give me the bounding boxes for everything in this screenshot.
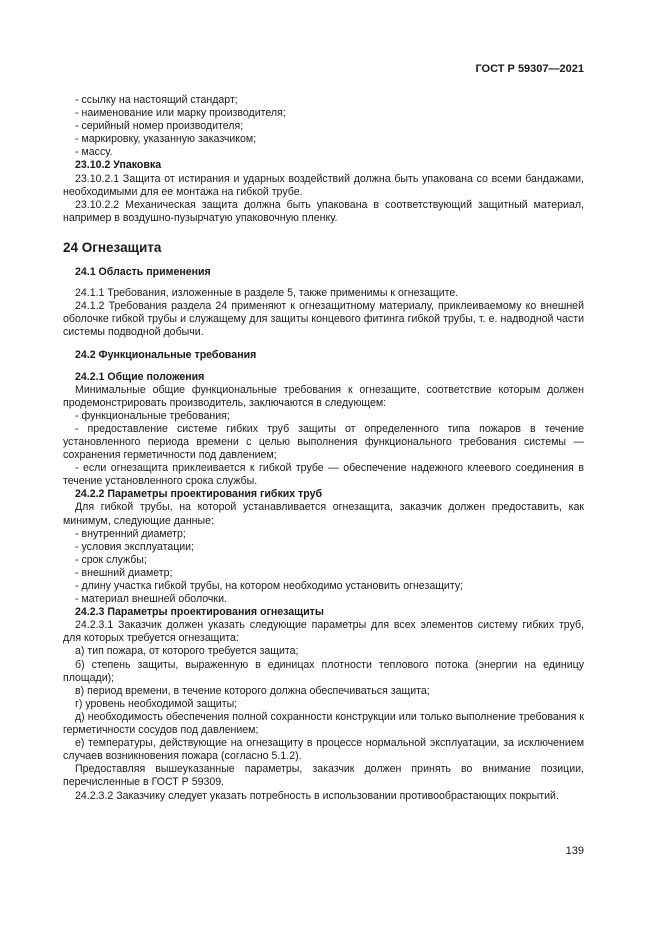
list-item: - предоставление системе гибких труб защиты от определенного типа пожаров в течение установленного периода времени с целью выполнения функционального требования системы — сохранения герметичности под давлением; <box>63 422 584 462</box>
page-header: ГОСТ Р 59307—2021 <box>475 63 584 75</box>
list-item: - внешний диаметр; <box>75 566 173 579</box>
paragraph: 24.1.2 Требования раздела 24 применяют к огнезащитному материалу, приклеиваемому ко внешней оболочке гибкой трубы и служащему для защиты концевого фитинга гибкой трубы, т. е. надводной части системы подводной добычи. <box>63 300 584 339</box>
subsection-heading: 24.2.1 Общие положения <box>75 370 205 383</box>
subsection-heading: 24.2.2 Параметры проектирования гибких труб <box>75 488 323 501</box>
paragraph: 24.2.3.2 Заказчику следует указать потребность в использовании противообрастающих покрытий. <box>75 789 559 802</box>
paragraph: 24.1.1 Требования, изложенные в разделе 5, также применимы к огнезащите. <box>75 287 459 300</box>
list-item: - наименование или марку производителя; <box>75 107 286 120</box>
list-item: - маркировку, указанную заказчиком; <box>75 133 257 146</box>
paragraph: Минимальные общие функциональные требования к огнезащите, соответствие которым должен продемонстрировать производитель, заключаются в следующем: <box>63 383 584 409</box>
list-item: - если огнезащита приклеивается к гибкой трубе — обеспечение надежного клеевого соединения в течение установленного срока службы. <box>63 462 584 488</box>
paragraph: 23.10.2.1 Защита от истирания и ударных воздействий должна быть упакована со всеми бандажами, необходимыми для ее монтажа на гибкой трубе. <box>63 172 584 198</box>
paragraph: Предоставляя вышеуказанные параметры, заказчик должен принять во внимание позиции, перечисленные в ГОСТ Р 59309. <box>63 763 584 789</box>
list-item: - условия эксплуатации; <box>75 540 195 553</box>
subsection-heading: 23.10.2 Упаковка <box>75 159 162 172</box>
page-body <box>63 94 584 803</box>
paragraph: 23.10.2.2 Механическая защита должна быть упакована в соответствующий защитный материал, например в воздушно-пузырчатую упаковочную пленку. <box>63 198 584 224</box>
list-item: е) температуры, действующие на огнезащиту в процессе нормальной эксплуатации, за исключением случаев возникновения пожара (согласно 5.1.2). <box>63 737 584 763</box>
paragraph: Для гибкой трубы, на которой устанавливается огнезащита, заказчик должен предоставить, как минимум, следующие данные: <box>63 501 584 527</box>
list-item: д) необходимость обеспечения полной сохранности конструкции или только выполнение требования к герметичности сосудов под давлением; <box>63 710 584 737</box>
list-item: б) степень защиты, выраженную в единицах плотности теплового потока (энергии на единицу площади); <box>63 658 584 684</box>
list-item: - срок службы; <box>75 553 147 566</box>
paragraph: 24.2.3.1 Заказчик должен указать следующие параметры для всех элементов систему гибких труб, для которых требуется огнезащита: <box>63 619 584 645</box>
list-item: - длину участка гибкой трубы, на котором необходимо установить огнезащиту; <box>75 580 464 592</box>
page-number: 139 <box>565 845 584 857</box>
list-item: - массу. <box>75 146 113 159</box>
section-heading: 24 Огнезащита <box>63 239 162 255</box>
list-item: - функциональные требования; <box>75 409 230 422</box>
list-item: - внутренний диаметр; <box>75 527 186 540</box>
list-item: - серийный номер производителя; <box>75 120 244 133</box>
list-item: г) уровень необходимой защиты; <box>75 697 238 710</box>
subsection-heading: 24.2 Функциональные требования <box>75 349 257 362</box>
list-item: а) тип пожара, от которого требуется защита; <box>75 645 299 658</box>
subsection-heading: 24.2.3 Параметры проектирования огнезащиты <box>75 606 324 619</box>
list-item: - ссылку на настоящий стандарт; <box>75 94 238 106</box>
list-item: - материал внешней оболочки. <box>75 593 227 606</box>
subsection-heading: 24.1 Область применения <box>75 265 211 278</box>
list-item: в) период времени, в течение которого должна обеспечиваться защита; <box>75 684 430 697</box>
